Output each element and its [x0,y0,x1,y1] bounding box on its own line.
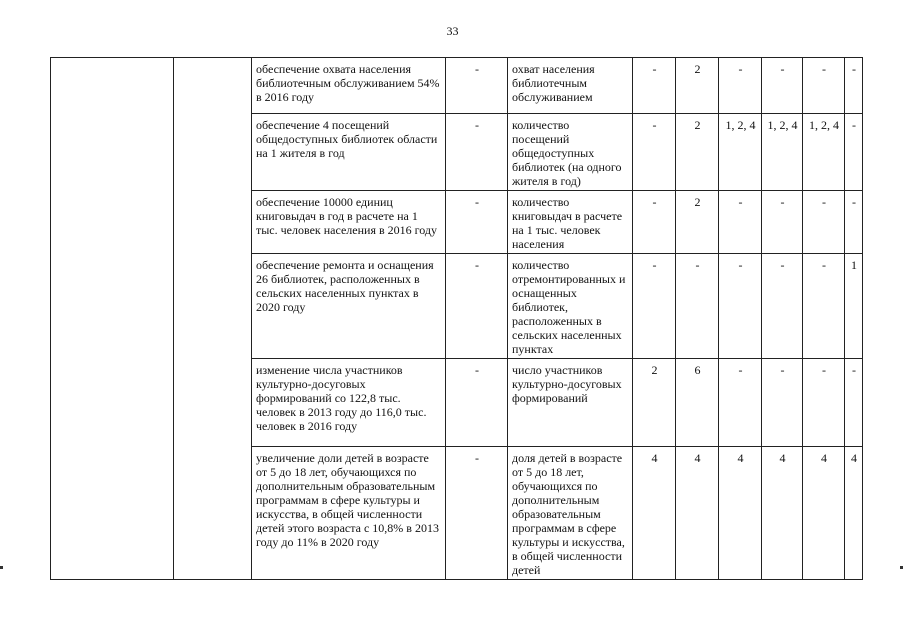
col-b-cell: - [446,447,508,580]
value-cell: - [845,359,863,447]
col-b-cell: - [446,191,508,254]
value-cell: - [762,254,803,359]
value-cell: - [762,58,803,114]
value-cell: 4 [803,447,845,580]
value-cell: - [762,359,803,447]
value-cell: - [845,114,863,191]
value-cell: - [676,254,719,359]
indicator-cell: количество книговыдач в расчете на 1 тыс. человек населения [508,191,633,254]
value-cell: - [762,191,803,254]
value-cell: 4 [845,447,863,580]
program-table [50,57,863,580]
indicator-cell: охват населения библиотечным обслуживанием [508,58,633,114]
value-cell: - [633,58,676,114]
indicator-cell: число участников культурно-досуговых формирований [508,359,633,447]
col-b-cell: - [446,114,508,191]
value-cell: - [719,191,762,254]
page-number: 33 [446,24,459,38]
value-cell: - [845,58,863,114]
value-cell: 4 [676,447,719,580]
value-cell: 2 [676,114,719,191]
value-cell: 1, 2, 4 [803,114,845,191]
indicator-cell: доля детей в возрасте от 5 до 18 лет, обучающихся по дополнительным образовательным программам в сфере культуры и искусства, в общей численности детей [508,447,633,580]
value-cell: - [803,191,845,254]
value-cell: - [803,254,845,359]
value-cell: 1, 2, 4 [762,114,803,191]
value-cell: - [633,254,676,359]
scan-edge-mark-right [900,566,903,569]
value-cell: - [719,254,762,359]
empty-cell-col2 [174,58,252,580]
value-cell: 2 [676,58,719,114]
value-cell: - [719,58,762,114]
value-cell: - [803,359,845,447]
col-b-cell: - [446,254,508,359]
value-cell: 2 [676,191,719,254]
value-cell: 4 [762,447,803,580]
task-cell: обеспечение 10000 единиц книговыдач в год в расчете на 1 тыс. человек населения в 2016 году [252,191,446,254]
col-b-cell: - [446,58,508,114]
value-cell: 4 [633,447,676,580]
value-cell: 6 [676,359,719,447]
task-cell: обеспечение ремонта и оснащения 26 библиотек, расположенных в сельских населенных пунктах в 2020 году [252,254,446,359]
value-cell: - [719,359,762,447]
value-cell: 4 [719,447,762,580]
value-cell: 2 [633,359,676,447]
indicator-cell: количество посещений общедоступных библиотек (на одного жителя в год) [508,114,633,191]
table-row [51,58,863,114]
value-cell: - [633,191,676,254]
task-cell: изменение числа участников культурно-досуговых формирований со 122,8 тыс. человек в 2013 году до 116,0 тыс. человек в 2016 году [252,359,446,447]
value-cell: 1, 2, 4 [719,114,762,191]
value-cell: - [803,58,845,114]
col-b-cell: - [446,359,508,447]
task-cell: обеспечение 4 посещений общедоступных библиотек области на 1 жителя в год [252,114,446,191]
value-cell: - [633,114,676,191]
value-cell: 1 [845,254,863,359]
scan-edge-mark-left [0,566,3,569]
task-cell: увеличение доли детей в возрасте от 5 до 18 лет, обучающихся по дополнительным образовательным программам в сфере культуры и искусства, в общей численности детей этого возраста с 10,8% в 2013 году до 11% в 2020 году [252,447,446,580]
indicator-cell: количество отремонтированных и оснащенных библиотек, расположенных в сельских населенных пунктах [508,254,633,359]
empty-cell-col1 [51,58,174,580]
value-cell: - [845,191,863,254]
task-cell: обеспечение охвата населения библиотечным обслуживанием 54% в 2016 году [252,58,446,114]
